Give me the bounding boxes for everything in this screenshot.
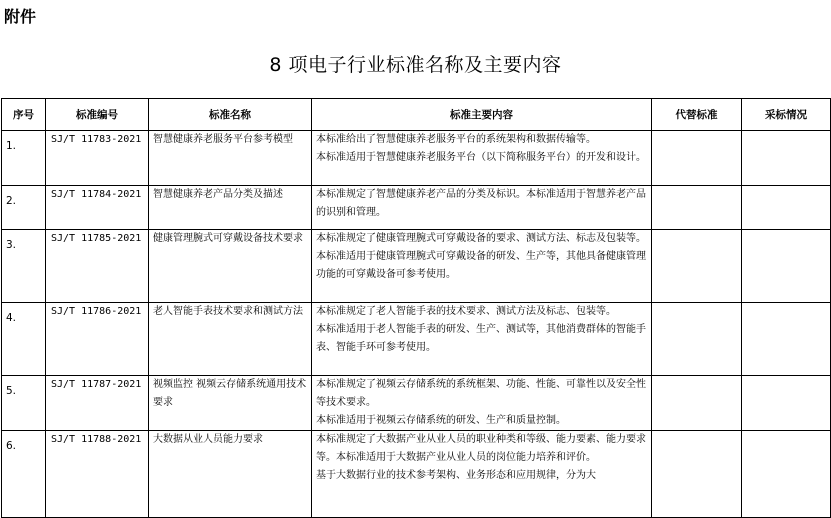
content-paragraph: 本标准适用于健康管理腕式可穿戴设备的研发、生产等，其他具备健康管理功能的可穿戴设备可参考使用。 [316,251,646,280]
row-code: SJ/T 11786-2021 [46,303,149,376]
table-row [2,230,831,303]
row-adoption [742,131,831,186]
row-code: SJ/T 11788-2021 [46,431,149,518]
table-row [2,303,831,376]
row-adoption [742,303,831,376]
content-paragraph: 本标准规定了大数据产业从业人员的职业种类和等级、能力要素、能力要求等。本标准适用于大数据产业从业人员的岗位能力培养和评价。 [316,434,646,463]
row-replaces [652,186,742,230]
row-name: 健康管理腕式可穿戴设备技术要求 [149,230,312,303]
row-replaces [652,303,742,376]
content-paragraph: 本标准适用于老人智能手表的研发、生产、测试等，其他消费群体的智能手表、智能手环可参考使用。 [316,324,646,353]
row-name: 视频监控 视频云存储系统通用技术要求 [149,376,312,431]
row-content [312,376,652,431]
column-header-name: 标准名称 [149,99,312,131]
row-replaces [652,376,742,431]
table-row [2,186,831,230]
content-paragraph: 本标准规定了老人智能手表的技术要求、测试方法及标志、包装等。 [316,306,616,317]
row-seq: 6. [2,431,46,518]
column-header-seq: 序号 [2,99,46,131]
table-row [2,376,831,431]
row-replaces [652,431,742,518]
table-header-row [2,99,831,131]
row-content [312,230,652,303]
column-header-content: 标准主要内容 [312,99,652,131]
row-adoption [742,230,831,303]
column-header-code: 标准编号 [46,99,149,131]
row-name: 大数据从业人员能力要求 [149,431,312,518]
row-seq: 4. [2,303,46,376]
row-adoption [742,376,831,431]
column-header-adoption: 采标情况 [742,99,831,131]
row-name: 智慧健康养老产品分类及描述 [149,186,312,230]
table-row [2,431,831,518]
content-paragraph: 本标准规定了健康管理腕式可穿戴设备的要求、测试方法、标志及包装等。 [316,233,646,244]
row-content [312,431,652,518]
content-paragraph: 本标准适用于视频云存储系统的研发、生产和质量控制。 [316,415,566,426]
row-name: 智慧健康养老服务平台参考模型 [149,131,312,186]
row-code: SJ/T 11783-2021 [46,131,149,186]
row-name: 老人智能手表技术要求和测试方法 [149,303,312,376]
page-title: 8 项电子行业标准名称及主要内容 [269,54,562,76]
row-code: SJ/T 11785-2021 [46,230,149,303]
table-row [2,131,831,186]
row-content [312,186,652,230]
row-code: SJ/T 11784-2021 [46,186,149,230]
row-replaces [652,230,742,303]
content-paragraph: 本标准规定了视频云存储系统的系统框架、功能、性能、可靠性以及安全性等技术要求。 [316,379,646,408]
row-adoption [742,431,831,518]
row-replaces [652,131,742,186]
content-paragraph: 本标准适用于智慧健康养老服务平台（以下简称服务平台）的开发和设计。 [316,152,646,163]
row-seq: 5. [2,376,46,431]
attachment-label: 附件 [4,7,37,26]
row-seq: 1. [2,131,46,186]
row-seq: 2. [2,186,46,230]
row-content [312,303,652,376]
row-code: SJ/T 11787-2021 [46,376,149,431]
content-paragraph: 基于大数据行业的技术参考架构、业务形态和应用规律，分为大 [316,470,596,481]
row-adoption [742,186,831,230]
row-seq: 3. [2,230,46,303]
standards-table [1,98,831,518]
content-paragraph: 本标准给出了智慧健康养老服务平台的系统架构和数据传输等。 [316,134,596,145]
content-paragraph: 本标准规定了智慧健康养老产品的分类及标识。本标准适用于智慧养老产品的识别和管理。 [316,189,646,218]
row-content [312,131,652,186]
column-header-replaces: 代替标准 [652,99,742,131]
